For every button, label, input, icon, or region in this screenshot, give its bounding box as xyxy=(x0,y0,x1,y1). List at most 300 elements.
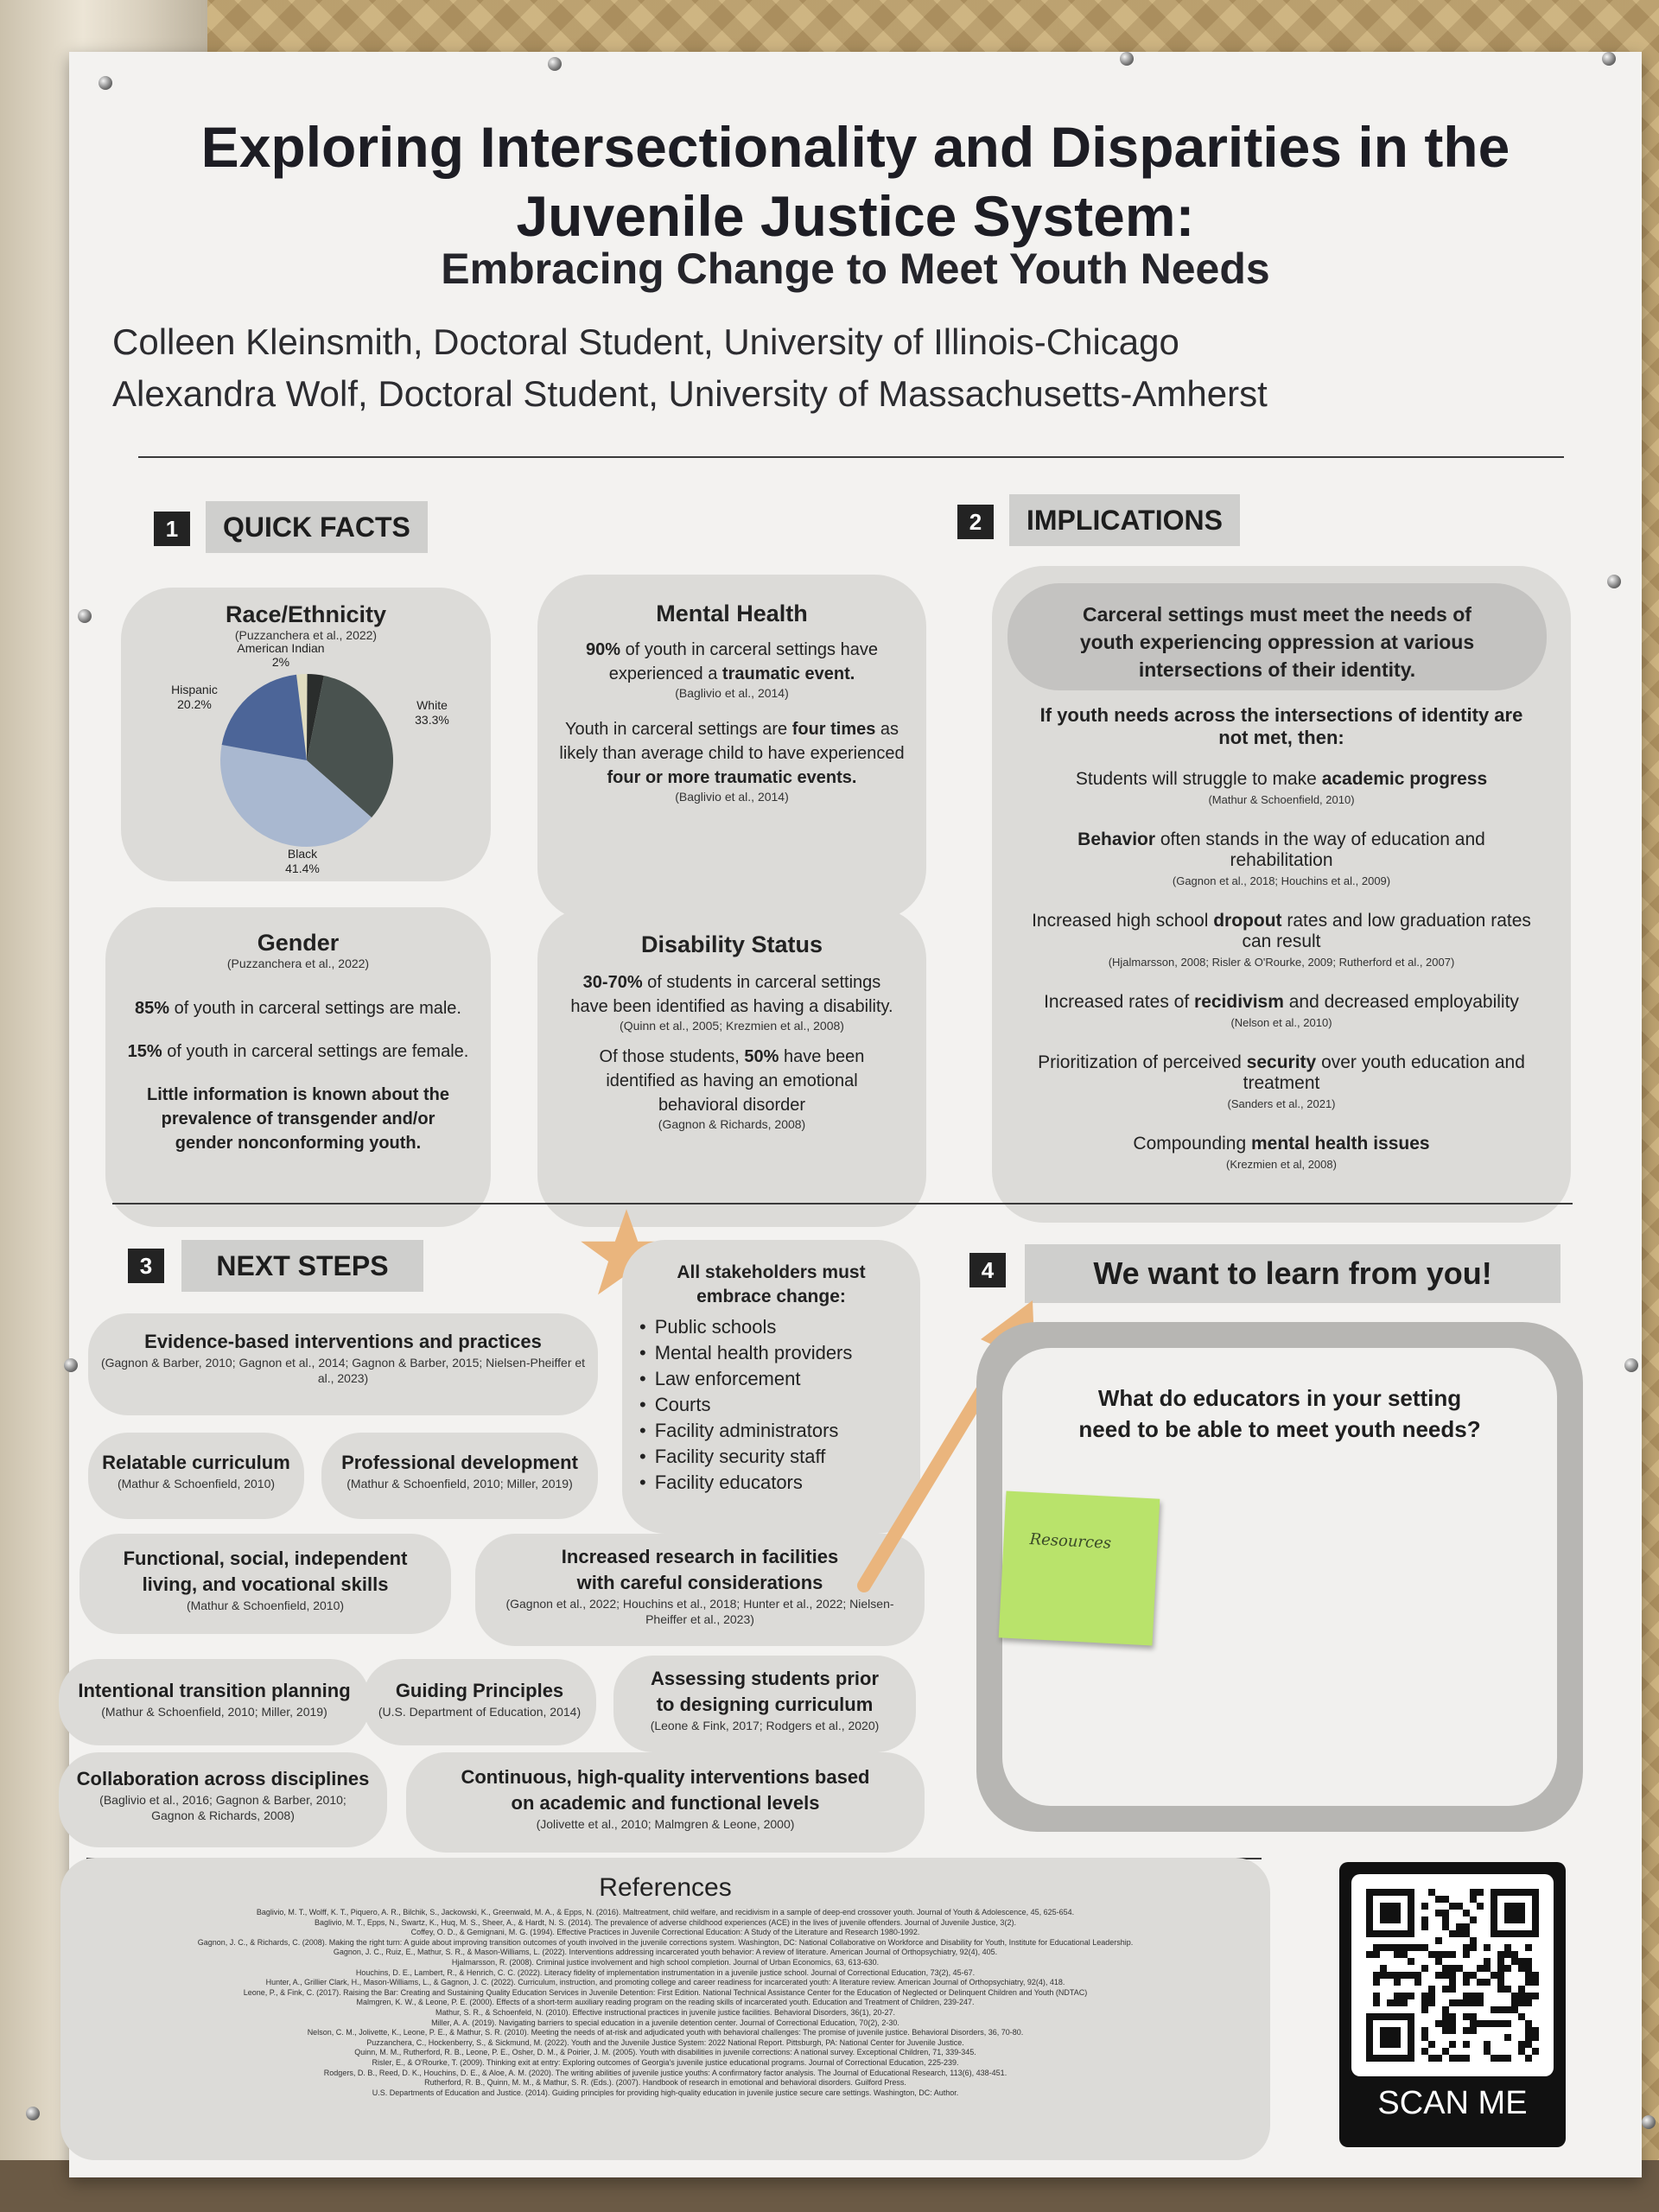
qr-module xyxy=(1477,1993,1484,1999)
qr-code-card[interactable] xyxy=(1339,1862,1566,2147)
qr-module xyxy=(1532,1972,1539,1979)
qr-module xyxy=(1449,1951,1456,1958)
qr-module xyxy=(1421,2048,1428,2055)
qr-module xyxy=(1497,1951,1504,1958)
qr-module xyxy=(1401,1944,1408,1951)
qr-module xyxy=(1477,1999,1484,2006)
qr-module xyxy=(1532,2048,1539,2055)
qr-module xyxy=(1442,1965,1449,1972)
qr-module xyxy=(1497,1986,1504,1993)
qr-module xyxy=(1525,1993,1532,1999)
qr-module xyxy=(1504,1951,1511,1958)
middle-divider xyxy=(112,1203,1573,1205)
qr-module xyxy=(1518,2013,1525,2020)
qr-module xyxy=(1484,1979,1491,1986)
qr-module xyxy=(1477,1965,1484,1972)
qr-module xyxy=(1484,1958,1491,1965)
qr-module xyxy=(1532,2034,1539,2041)
qr-module xyxy=(1525,1958,1532,1965)
next-step-pill: Increased research in facilities with careful considerations (Gagnon et al., 2022; Houchins et al., 2018; Hunter et al., 2022; Nielsen-Pheiffer et al., 2023) xyxy=(475,1534,925,1646)
qr-finder xyxy=(1491,1930,1539,1937)
qr-module xyxy=(1442,2027,1449,2034)
qr-module xyxy=(1449,2041,1456,2048)
qr-module xyxy=(1421,1993,1428,1999)
disability-cite-2: (Gagnon & Richards, 2008) xyxy=(658,1117,806,1131)
qr-module xyxy=(1380,1972,1387,1979)
qr-module xyxy=(1428,2055,1435,2062)
qr-module xyxy=(1470,2027,1477,2034)
qr-module xyxy=(1477,2020,1484,2027)
qr-module xyxy=(1497,1965,1504,1972)
qr-module xyxy=(1449,1979,1456,1986)
reference-item: Rutherford, R. B., Quinn, M. M., & Mathur, S. R. (Eds.). (2007). Handbook of research in emotional and behavioral disorders. Guilford Press. xyxy=(424,2078,906,2088)
qr-module xyxy=(1463,1944,1470,1951)
stakeholder-item: • Mental health providers xyxy=(639,1340,920,1366)
qr-module xyxy=(1456,1965,1463,1972)
pin-icon xyxy=(1624,1358,1638,1372)
qr-module xyxy=(1421,2027,1428,2034)
qr-module xyxy=(1525,1965,1532,1972)
qr-module xyxy=(1442,2013,1449,2020)
qr-module xyxy=(1401,1993,1408,1999)
gender-note: Little information is known about the prevalence of transgender and/or gender nonconforming youth. xyxy=(147,1085,449,1153)
qr-module xyxy=(1518,1986,1525,1993)
race-pie-chart xyxy=(216,670,397,851)
qr-module xyxy=(1511,1951,1518,1958)
qr-module xyxy=(1435,1896,1442,1903)
qr-module xyxy=(1525,2055,1532,2062)
pin-icon xyxy=(1120,52,1134,66)
section-number-quick-facts: 1 xyxy=(154,512,190,546)
reference-item: Gagnon, J. C., & Richards, C. (2008). Making the right turn: A guide about improving transition outcomes of youth involved in the juvenile corrections system. Washington, DC: National Collaborative on Workforce and Disability for Youth, Institute for Educational Leadership. xyxy=(197,1937,1134,1947)
author-line-2: Alexandra Wolf, Doctoral Student, University of Massachusetts-Amherst xyxy=(112,373,1268,414)
qr-module xyxy=(1497,2020,1504,2027)
qr-module xyxy=(1435,1910,1442,1916)
references-card xyxy=(60,1858,1270,2160)
stakeholder-item: • Courts xyxy=(639,1392,920,1418)
qr-module xyxy=(1525,2027,1532,2034)
reference-item: Hunter, A., Grillier Clark, H., Mason-Williams, L., & Gagnon, J. C. (2022). Curriculum, instruction, and promoting college and career readiness for incarcerated youth: A literature review. American Journal of Orthopsychiatry, 92(4), 418. xyxy=(265,1978,1065,1987)
qr-module xyxy=(1463,1923,1470,1930)
qr-module xyxy=(1373,1979,1380,1986)
references-list xyxy=(78,1908,1253,2098)
qr-module xyxy=(1449,1903,1456,1910)
qr-module xyxy=(1449,2055,1456,2062)
reference-item: Baglivio, M. T., Epps, N., Swartz, K., Huq, M. S., Sheer, A., & Hardt, N. S. (2014). The prevalence of adverse childhood experiences (ACE) in the lives of juvenile offenders. Journal of Juvenile Justice, 3(2). xyxy=(315,1917,1016,1927)
qr-module xyxy=(1449,1930,1456,1937)
qr-module xyxy=(1442,1972,1449,1979)
qr-module xyxy=(1497,1972,1504,1979)
qr-module xyxy=(1497,2055,1504,2062)
qr-module xyxy=(1401,1951,1408,1958)
qr-module xyxy=(1525,2041,1532,2048)
qr-module xyxy=(1366,1951,1373,1958)
reference-item: U.S. Departments of Education and Justice. (2014). Guiding principles for providing high-quality education in juvenile justice secure care settings. Washington, DC: Author. xyxy=(372,2088,959,2097)
learn-question: What do educators in your setting need to be able to meet youth needs? xyxy=(1078,1385,1481,1442)
qr-module xyxy=(1511,1958,1518,1965)
qr-module xyxy=(1463,1930,1470,1937)
qr-module xyxy=(1449,1972,1456,1979)
qr-module xyxy=(1373,1999,1380,2006)
qr-module xyxy=(1525,1999,1532,2006)
gender-female-fact: 15% of youth in carceral settings are female. xyxy=(127,1042,469,1061)
sticky-note-text: Resources xyxy=(1029,1529,1112,1553)
next-step-pill: Evidence-based interventions and practices (Gagnon & Barber, 2010; Gagnon et al., 2014; Gagnon & Barber, 2015; Nielsen-Pheiffer et al., 2023) xyxy=(88,1313,598,1415)
qr-module xyxy=(1470,1937,1477,1944)
qr-module xyxy=(1394,1951,1401,1958)
qr-module xyxy=(1518,1965,1525,1972)
qr-module xyxy=(1463,2013,1470,2020)
qr-module xyxy=(1470,1999,1477,2006)
qr-module xyxy=(1491,2006,1497,2013)
qr-module xyxy=(1491,2055,1497,2062)
qr-module xyxy=(1470,2020,1477,2027)
qr-module xyxy=(1373,1951,1380,1958)
disability-fact-2: Of those students, 50% have been identified as having an emotional behavioral disorder xyxy=(599,1047,865,1115)
implication-item: Behavior often stands in the way of education and rehabilitation (Gagnon et al., 2018; Houchins et al., 2009) xyxy=(1077,830,1485,887)
qr-module xyxy=(1456,1930,1463,1937)
qr-module xyxy=(1477,1889,1484,1896)
race-title: Race/Ethnicity xyxy=(225,601,387,627)
qr-module xyxy=(1414,1944,1421,1951)
poster-subtitle: Embracing Change to Meet Youth Needs xyxy=(441,245,1270,293)
qr-module xyxy=(1463,2055,1470,2062)
implication-item: Increased rates of recidivism and decreased employability (Nelson et al., 2010) xyxy=(1044,992,1519,1029)
gender-title: Gender xyxy=(257,930,340,956)
pie-label-white: White 33.3% xyxy=(415,698,449,727)
pie-label-american-indian: American Indian 2% xyxy=(237,641,325,669)
next-step-pill: Intentional transition planning (Mathur & Schoenfield, 2010; Miller, 2019) xyxy=(59,1659,370,1745)
qr-module xyxy=(1470,1896,1477,1903)
qr-module xyxy=(1408,1993,1414,1999)
qr-module xyxy=(1421,2006,1428,2013)
qr-module xyxy=(1484,2020,1491,2027)
qr-module xyxy=(1387,1972,1394,1979)
qr-module xyxy=(1477,1903,1484,1910)
qr-module xyxy=(1511,1993,1518,1999)
qr-module xyxy=(1463,1979,1470,1986)
mental-health-card xyxy=(537,575,926,920)
qr-finder xyxy=(1491,1889,1497,1937)
stakeholder-item: • Facility administrators xyxy=(639,1418,920,1444)
qr-module xyxy=(1497,1979,1504,1986)
qr-module xyxy=(1449,2013,1456,2020)
qr-module xyxy=(1394,1999,1401,2006)
qr-module xyxy=(1463,2041,1470,2048)
reference-item: Risler, E., & O'Rourke, T. (2009). Thinking exit at entry: Exploring outcomes of Georgia's juvenile justice educational programs. Journal of Correctional Education, 225-239. xyxy=(372,2057,959,2067)
implications-list xyxy=(1027,769,1536,1175)
pin-icon xyxy=(99,76,112,90)
qr-module xyxy=(1373,1972,1380,1979)
qr-module xyxy=(1380,1965,1387,1972)
qr-module xyxy=(1380,1944,1387,1951)
qr-code-icon xyxy=(1366,1889,1539,2062)
qr-module xyxy=(1504,2006,1511,2013)
qr-finder xyxy=(1380,2027,1401,2048)
reference-item: Leone, P., & Fink, C. (2017). Raising the Bar: Creating and Sustaining Quality Education Services in Juvenile Detention: First Edition. National Technical Assistance Center for the Education of Neglected or Delinquent Children and Youth (NDTAC) xyxy=(243,1987,1088,1997)
qr-module xyxy=(1504,2055,1511,2062)
qr-finder xyxy=(1366,1889,1373,1937)
pin-icon xyxy=(26,2107,40,2120)
mental-fact-1: 90% of youth in carceral settings have experienced a traumatic event. xyxy=(586,640,878,683)
qr-module xyxy=(1442,2006,1449,2013)
reference-item: Baglivio, M. T., Wolff, K. T., Piquero, A. R., Bilchik, S., Jackowski, K., Greenwald, M. A., & Epps, N. (2016). Maltreatment, child welfare, and recidivism in a sample of deep-end crossover youth. Journal of Youth & Adolescence, 45, 625-654. xyxy=(256,1908,1075,1916)
reference-item: Nelson, C. M., Jolivette, K., Leone, P. E., & Mathur, S. R. (2010). Meeting the needs of at-risk and adjudicated youth with behavioral challenges: The promise of juvenile justice. Behavioral Disorders, 36, 70-80. xyxy=(307,2028,1024,2037)
qr-module xyxy=(1532,1979,1539,1986)
reference-item: Coffey, O. D., & Gemignani, M. G. (1994). Effective Practices in Juvenile Correctional Education: A Study of the Literature and Research 1980-1992. xyxy=(410,1928,920,1937)
qr-module xyxy=(1449,1965,1456,1972)
pin-icon xyxy=(78,609,92,623)
qr-code-frame xyxy=(1351,1874,1554,2076)
qr-module xyxy=(1463,1951,1470,1958)
implication-item: Prioritization of perceived security over youth education and treatment (Sanders et al., 2021) xyxy=(1038,1052,1525,1110)
qr-module xyxy=(1394,1979,1401,1986)
qr-module xyxy=(1435,1972,1442,1979)
qr-module xyxy=(1442,1986,1449,1993)
qr-module xyxy=(1387,1944,1394,1951)
qr-module xyxy=(1442,1916,1449,1923)
pin-icon xyxy=(548,57,562,71)
mental-cite-1: (Baglivio et al., 2014) xyxy=(675,686,789,700)
qr-module xyxy=(1442,1910,1449,1916)
qr-module xyxy=(1435,1958,1442,1965)
reference-item: Houchins, D. E., Lambert, R., & Henrich, C. C. (2022). Literacy fidelity of implementation instrumentation in a juvenile justice school. Journal of Correctional Education, 73(2), 45-67. xyxy=(355,1967,976,1977)
stakeholder-item: • Public schools xyxy=(639,1314,920,1340)
next-step-pill: Continuous, high-quality interventions based on academic and functional levels (Jolivette et al., 2010; Malmgren & Leone, 2000) xyxy=(406,1752,925,1853)
qr-module xyxy=(1525,1972,1532,1979)
qr-finder xyxy=(1366,2013,1414,2020)
qr-module xyxy=(1435,1937,1442,1944)
disability-card xyxy=(537,907,926,1227)
qr-finder xyxy=(1504,1903,1525,1923)
qr-module xyxy=(1525,1979,1532,1986)
reference-item: Miller, A. A. (2019). Navigating barriers to special education in a juvenile detention center. Journal of Correctional Education, 70(2), 2-30. xyxy=(431,2018,899,2027)
qr-module xyxy=(1456,1923,1463,1930)
learn-card xyxy=(976,1322,1583,1832)
qr-module xyxy=(1401,1972,1408,1979)
qr-module xyxy=(1497,2006,1504,2013)
qr-module xyxy=(1373,1944,1380,1951)
qr-module xyxy=(1470,1916,1477,1923)
qr-module xyxy=(1484,1965,1491,1972)
qr-module xyxy=(1504,1965,1511,1972)
reference-item: Quinn, M. M., Rutherford, R. B., Leone, P. E., Osher, D. M., & Poirier, J. M. (2005). Youth with disabilities in juvenile corrections: A national survey. Exceptional Children, 71, 339-345. xyxy=(354,2048,976,2057)
qr-module xyxy=(1504,2034,1511,2041)
qr-module xyxy=(1463,2027,1470,2034)
qr-finder xyxy=(1380,1903,1401,1923)
qr-module xyxy=(1449,2027,1456,2034)
implication-item: Students will struggle to make academic progress (Mathur & Schoenfield, 2010) xyxy=(1075,769,1488,806)
pie-label-black: Black 41.4% xyxy=(285,847,320,875)
race-cite: (Puzzanchera et al., 2022) xyxy=(234,628,378,642)
section-label-next-steps: NEXT STEPS xyxy=(181,1240,423,1292)
title-divider xyxy=(138,456,1564,458)
qr-module xyxy=(1518,1999,1525,2006)
qr-module xyxy=(1442,2048,1449,2055)
mental-fact-2: Youth in carceral settings are four times as likely than average child to have experienced four or more traumatic events. xyxy=(559,720,905,787)
qr-module xyxy=(1428,1993,1435,1999)
mental-title: Mental Health xyxy=(656,601,808,626)
qr-module xyxy=(1428,1999,1435,2006)
qr-module xyxy=(1518,1958,1525,1965)
section-label-quick-facts: QUICK FACTS xyxy=(206,501,428,553)
qr-module xyxy=(1435,2020,1442,2027)
implication-item: Compounding mental health issues (Krezmien et al, 2008) xyxy=(1133,1134,1430,1171)
section-label-implications: IMPLICATIONS xyxy=(1009,494,1240,546)
qr-module xyxy=(1470,1972,1477,1979)
disability-title: Disability Status xyxy=(640,931,823,957)
implication-item: Increased high school dropout rates and low graduation rates can result (Hjalmarsson, 2008; Risler & O'Rourke, 2009; Rutherford et al., 2007) xyxy=(1032,911,1531,969)
qr-module xyxy=(1435,1951,1442,1958)
next-step-pill: Guiding Principles (U.S. Department of Education, 2014) xyxy=(363,1659,596,1745)
reference-item: Mathur, S. R., & Schoenfeld, N. (2010). Effective instructional practices in juvenile justice facilities. Behavioral Disorders, 36(1), 20-27. xyxy=(435,2007,896,2017)
qr-module xyxy=(1470,1944,1477,1951)
qr-module xyxy=(1421,2034,1428,2041)
qr-module xyxy=(1408,1958,1414,1965)
qr-module xyxy=(1456,1903,1463,1910)
qr-module xyxy=(1456,1999,1463,2006)
qr-module xyxy=(1408,1972,1414,1979)
author-line-1: Colleen Kleinsmith, Doctoral Student, University of Illinois-Chicago xyxy=(112,321,1179,362)
qr-module xyxy=(1504,1986,1511,1993)
qr-module xyxy=(1470,1993,1477,1999)
qr-module xyxy=(1532,1993,1539,1999)
qr-finder xyxy=(1408,1889,1414,1937)
qr-module xyxy=(1428,1986,1435,1993)
stakeholder-item: • Facility security staff xyxy=(639,1444,920,1470)
implications-lead: If youth needs across the intersections of identity are not met, then: xyxy=(1039,704,1523,748)
qr-module xyxy=(1504,1944,1511,1951)
qr-module xyxy=(1401,1999,1408,2006)
qr-module xyxy=(1518,2048,1525,2055)
qr-module xyxy=(1442,1951,1449,1958)
qr-module xyxy=(1421,1916,1428,1923)
pin-icon xyxy=(64,1358,78,1372)
next-step-pill: Relatable curriculum (Mathur & Schoenfield, 2010) xyxy=(88,1433,304,1519)
section-number-implications: 2 xyxy=(957,505,994,539)
pin-icon xyxy=(1602,52,1616,66)
qr-module xyxy=(1421,1944,1428,1951)
qr-finder xyxy=(1532,1889,1539,1937)
qr-module xyxy=(1421,1965,1428,1972)
qr-module xyxy=(1435,2055,1442,2062)
qr-finder xyxy=(1408,2013,1414,2062)
qr-module xyxy=(1421,1999,1428,2006)
qr-module xyxy=(1442,1896,1449,1903)
qr-module xyxy=(1518,2041,1525,2048)
reference-item: Puzzanchera, C., Hockenberry, S., & Sickmund, M. (2022). Youth and the Juvenile Justice System: 2022 National Report. Pittsburgh, PA: National Center for Juvenile Justice. xyxy=(366,2037,964,2047)
qr-module xyxy=(1394,1944,1401,1951)
qr-module xyxy=(1504,2020,1511,2027)
references-title: References xyxy=(599,1873,732,1902)
pie-label-hispanic: Hispanic 20.2% xyxy=(171,683,218,711)
qr-module xyxy=(1463,1910,1470,1916)
qr-module xyxy=(1394,1993,1401,1999)
poster xyxy=(69,52,1642,2177)
sticky-note xyxy=(999,1491,1160,1645)
reference-item: Rodgers, D. B., Reed, D. K., Houchins, D. E., & Aloe, A. M. (2020). The writing abilities of juvenile justice youths: A confirmatory factor analysis. The Journal of Educational Research, 113(6), 438-451. xyxy=(323,2068,1007,2077)
race-ethnicity-card xyxy=(121,588,491,881)
qr-module xyxy=(1428,1889,1435,1896)
qr-module xyxy=(1414,1972,1421,1979)
pin-icon xyxy=(1607,575,1621,588)
qr-module xyxy=(1491,2020,1497,2027)
disability-fact-1: 30-70% of students in carceral settings have been identified as having a disability. xyxy=(570,973,893,1016)
qr-module xyxy=(1463,1999,1470,2006)
pin-icon xyxy=(1642,2115,1656,2129)
qr-module xyxy=(1387,1999,1394,2006)
qr-module xyxy=(1449,1999,1456,2006)
qr-module xyxy=(1484,2041,1491,2048)
implications-headline-box xyxy=(1007,583,1547,690)
next-step-pill: Professional development (Mathur & Schoenfield, 2010; Miller, 2019) xyxy=(321,1433,598,1519)
implications-headline: Carceral settings must meet the needs of youth experiencing oppression at various intersections of their identity. xyxy=(1079,603,1475,681)
qr-module xyxy=(1463,1993,1470,1999)
qr-module xyxy=(1428,1951,1435,1958)
gender-male-fact: 85% of youth in carceral settings are male. xyxy=(135,999,461,1018)
gender-cite: (Puzzanchera et al., 2022) xyxy=(226,957,370,970)
poster-title: Exploring Intersectionality and Disparities in the Juvenile Justice System: xyxy=(200,115,1510,248)
qr-module xyxy=(1484,2048,1491,2055)
qr-module xyxy=(1525,2020,1532,2027)
disability-cite-1: (Quinn et al., 2005; Krezmien et al., 2008) xyxy=(620,1019,844,1033)
qr-finder xyxy=(1366,1930,1414,1937)
qr-module xyxy=(1525,2034,1532,2041)
scan-me-label: SCAN ME xyxy=(1377,2085,1528,2121)
section-number-learn: 4 xyxy=(969,1253,1006,1287)
qr-module xyxy=(1470,1889,1477,1896)
qr-module xyxy=(1497,1958,1504,1965)
stakeholder-item: • Law enforcement xyxy=(639,1366,920,1392)
reference-item: Hjalmarsson, R. (2008). Criminal justice involvement and high school completion. Journal of Urban Economics, 63, 613-630. xyxy=(451,1957,880,1967)
qr-module xyxy=(1408,1944,1414,1951)
qr-module xyxy=(1449,2020,1456,2027)
qr-module xyxy=(1394,1972,1401,1979)
section-number-next-steps: 3 xyxy=(128,1249,164,1283)
reference-item: Malmgren, K. W., & Leone, P. E. (2000). Effects of a short-term auxiliary reading program on the reading skills of incarcerated youth. Education and Treatment of Children, 239-247. xyxy=(356,1998,975,2007)
next-step-pill: Collaboration across disciplines (Baglivio et al., 2016; Gagnon & Barber, 2010; Gagnon & Richards, 2008) xyxy=(59,1752,387,1847)
gender-card xyxy=(105,907,491,1227)
qr-module xyxy=(1428,2041,1435,2048)
qr-module xyxy=(1532,2027,1539,2034)
qr-module xyxy=(1484,1944,1491,1951)
qr-module xyxy=(1373,1993,1380,1999)
qr-module xyxy=(1511,2006,1518,2013)
reference-item: Gagnon, J. C., Ruiz, E., Mathur, S. R., & Mason-Williams, L. (2022). Interventions addressing incarcerated youth behavior: A review of literature. American Journal of Orthopsychiatry, 92(4), 405. xyxy=(333,1948,998,1957)
section-label-learn: We want to learn from you! xyxy=(1025,1244,1560,1303)
next-step-pill: Assessing students prior to designing curriculum (Leone & Fink, 2017; Rodgers et al., 2020) xyxy=(613,1656,916,1752)
qr-module xyxy=(1456,2055,1463,2062)
qr-finder xyxy=(1491,1889,1539,1896)
qr-module xyxy=(1511,1999,1518,2006)
implications-card xyxy=(992,566,1571,1223)
qr-module xyxy=(1414,1979,1421,1986)
stakeholder-item: • Facility educators xyxy=(639,1470,920,1496)
qr-module xyxy=(1442,2020,1449,2027)
qr-module xyxy=(1470,2013,1477,2020)
qr-module xyxy=(1442,1923,1449,1930)
qr-finder xyxy=(1366,1889,1414,1896)
qr-module xyxy=(1525,1944,1532,1951)
mental-cite-2: (Baglivio et al., 2014) xyxy=(675,790,789,804)
qr-module xyxy=(1491,1972,1497,1979)
qr-finder xyxy=(1366,2055,1414,2062)
qr-module xyxy=(1421,1923,1428,1930)
qr-module xyxy=(1463,1972,1470,1979)
qr-module xyxy=(1477,1979,1484,1986)
qr-module xyxy=(1421,1903,1428,1910)
stakeholders-heading: All stakeholders must embrace change: xyxy=(677,1262,866,1306)
